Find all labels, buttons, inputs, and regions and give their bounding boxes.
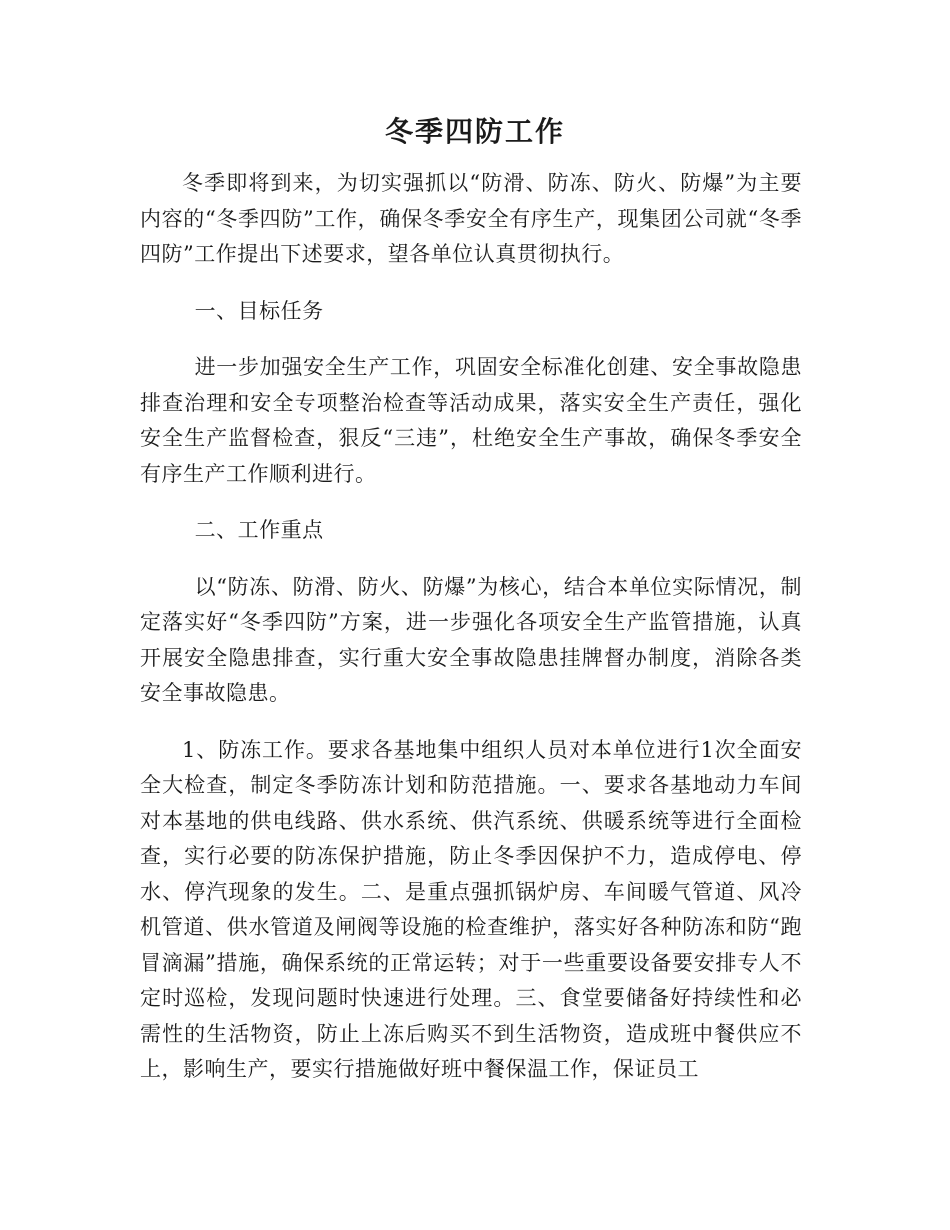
section-heading-goals: 一、目标任务 — [194, 298, 324, 323]
section-focus-paragraph: 以“防冻、防滑、防火、防爆”为核心，结合本单位实际情况，制定落实好“冬季四防”方案，进一步强化各项安全生产监管措施，认真开展安全隐患排查，实行重大安全事故隐患挂牌督办制度，消除各类安全事故隐患。 — [140, 574, 802, 705]
section-heading-focus: 二、工作重点 — [194, 518, 324, 542]
intro-paragraph: 冬季即将到来，为切实强抓以“防滑、防冻、防火、防爆”为主要内容的“冬季四防”工作，确保冬季安全有序生产，现集团公司就“冬季四防”工作提出下述要求，望各单位认真贯彻执行。 — [140, 171, 802, 266]
document-body — [140, 166, 802, 1109]
document-title: 冬季四防工作 — [384, 115, 565, 148]
item-antifreeze-paragraph: 1、防冻工作。要求各基地集中组织人员对本单位进行1次全面安全大检查，制定冬季防冻计划和防范措施。一、要求各基地动力车间对本基地的供电线路、供水系统、供汽系统、供暖系统等进行全面检查，实行必要的防冻保护措施，防止冬季因保护不力，造成停电、停水、停汽现象的发生。二、是重点强抓锅炉房、车间暖气管道、风冷机管道、供水管道及闸阀等设施的检查维护，落实好各种防冻和防“跑冒滴漏”措施，确保系统的正常运转；对于一些重要设备要安排专人不定时巡检，发现问题时快速进行处理。三、食堂要储备好持续性和必需性的生活物资，防止上冻后购买不到生活物资，造成班中餐供应不上，影响生产，要实行措施做好班中餐保温工作，保证员工 — [140, 737, 802, 1081]
section-goals-paragraph: 进一步加强安全生产工作，巩固安全标准化创建、安全事故隐患排查治理和安全专项整治检查等活动成果，落实安全生产责任，强化安全生产监督检查，狠反“三违”，杜绝安全生产事故，确保冬季安全有序生产工作顺利进行。 — [140, 355, 802, 486]
